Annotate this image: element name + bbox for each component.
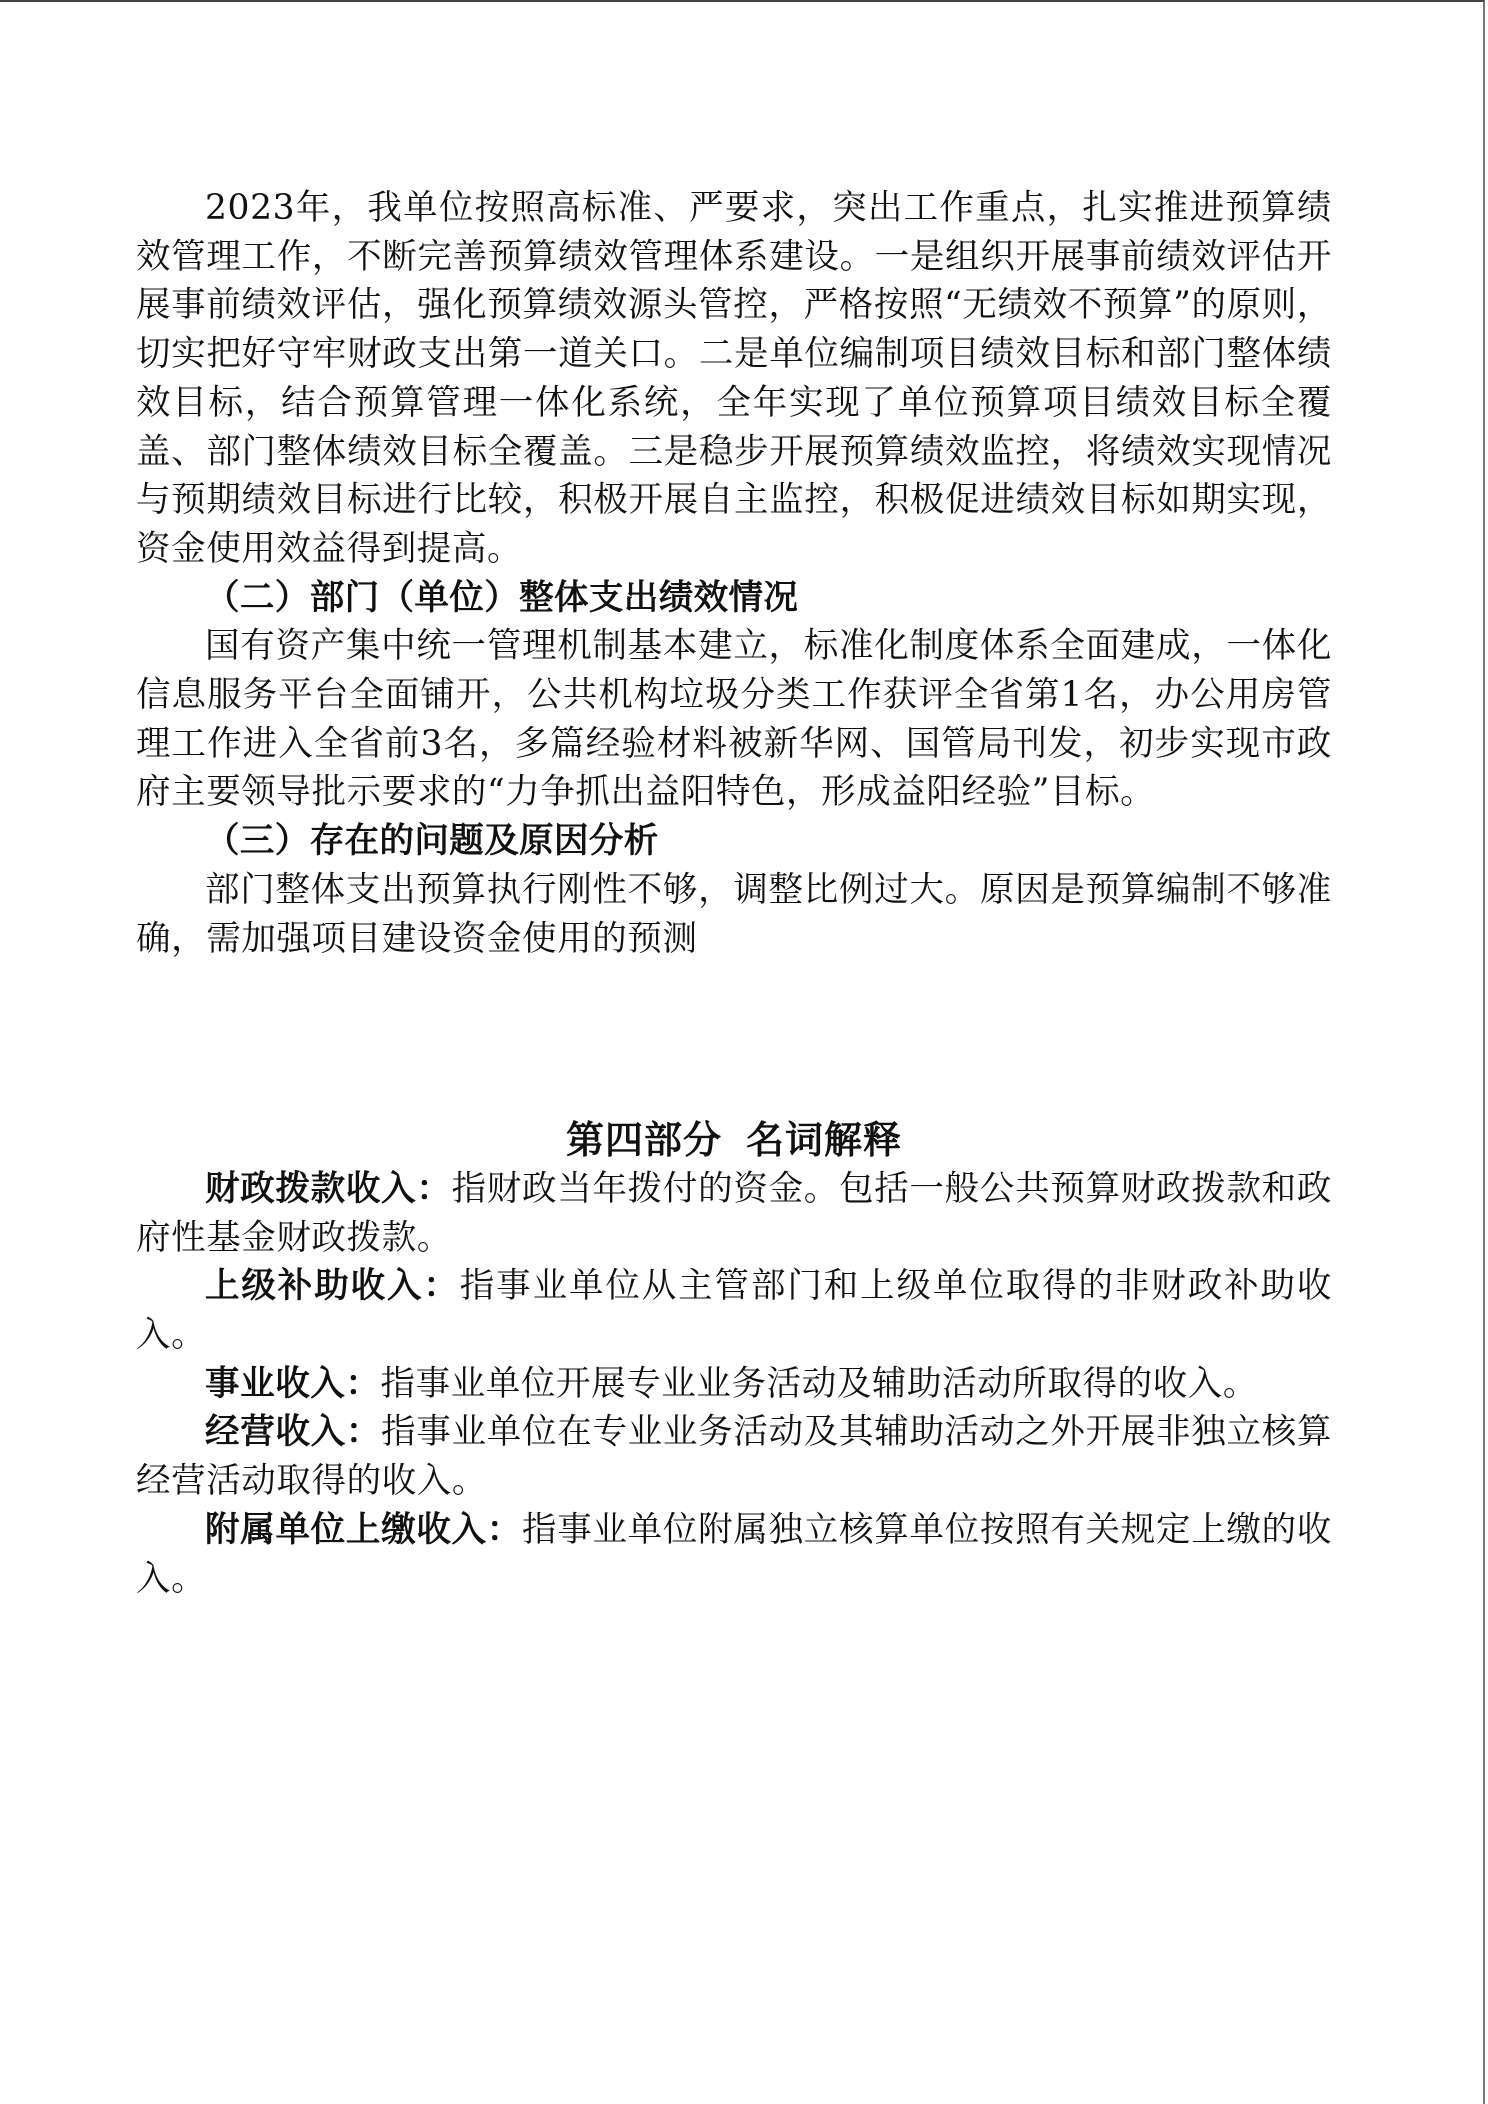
overall-expenditure-paragraph: 国有资产集中统一管理机制基本建立，标准化制度体系全面建成，一体化信息服务平台全面铺开，公共机构垃圾分类工作获评全省第1名，办公用房管理工作进入全省前3名，多篇经验材料被新华网、国管局刊发，初步实现市政府主要领导批示要求的“力争抓出益阳特色，形成益阳经验”目标。 [136,626,1332,813]
subsection-heading-overall-expenditure: （二）部门（单位）整体支出绩效情况 [205,577,799,618]
performance-management-paragraph: 2023年，我单位按照高标准、严要求，突出工作重点，扎实推进预算绩效管理工作，不断完善预算绩效管理体系建设。一是组织开展事前绩效评估开展事前绩效评估，强化预算绩效源头管控，严格按照“无绩效不预算”的原则，切实把好守牢财政支出第一道关口。二是单位编制项目绩效目标和部门整体绩效目标，结合预算管理一体化系统，全年实现了单位预算项目绩效目标全覆盖、部门整体绩效目标全覆盖。三是稳步开展预算绩效监控，将绩效实现情况与预期绩效目标进行比较，积极开展自主监控，积极促进绩效目标如期实现，资金使用效益得到提高。 [136,188,1332,569]
document-body [136,184,1332,1603]
glossary-term: 财政拨款收入： [205,1168,452,1209]
glossary-term: 上级补助收入： [205,1266,460,1307]
glossary-entry [136,1360,1332,1409]
glossary-entry [136,1408,1332,1505]
glossary-entry [136,1262,1332,1359]
glossary-term: 经营收入： [205,1412,382,1453]
problems-paragraph: 部门整体支出预算执行刚性不够，调整比例过大。原因是预算编制不够准确，需加强项目建设资金使用的预测 [136,869,1332,959]
glossary-term: 事业收入： [205,1363,381,1404]
glossary-definition: 指事业单位附属独立核算单位按照有关规定上缴的收入。 [136,1509,1332,1599]
glossary-definition: 指事业单位从主管部门和上级单位取得的非财政补助收入。 [136,1266,1332,1356]
subsection-heading-problems: （三）存在的问题及原因分析 [205,821,659,862]
glossary-entry [136,1165,1332,1262]
section-title-part: 第四部分 [565,1118,722,1163]
glossary-entry [136,1506,1332,1603]
section-title-name: 名词解释 [746,1118,903,1163]
glossary-definition: 指财政当年拨付的资金。包括一般公共预算财政拨款和政府性基金财政拨款。 [136,1168,1332,1258]
section-title [136,1116,1332,1165]
glossary-definition: 指事业单位开展专业业务活动及辅助活动所取得的收入。 [380,1363,1258,1404]
glossary-definition: 指事业单位在专业业务活动及其辅助活动之外开展非独立核算经营活动取得的收入。 [136,1412,1333,1502]
glossary-term: 附属单位上缴收入： [205,1509,522,1550]
